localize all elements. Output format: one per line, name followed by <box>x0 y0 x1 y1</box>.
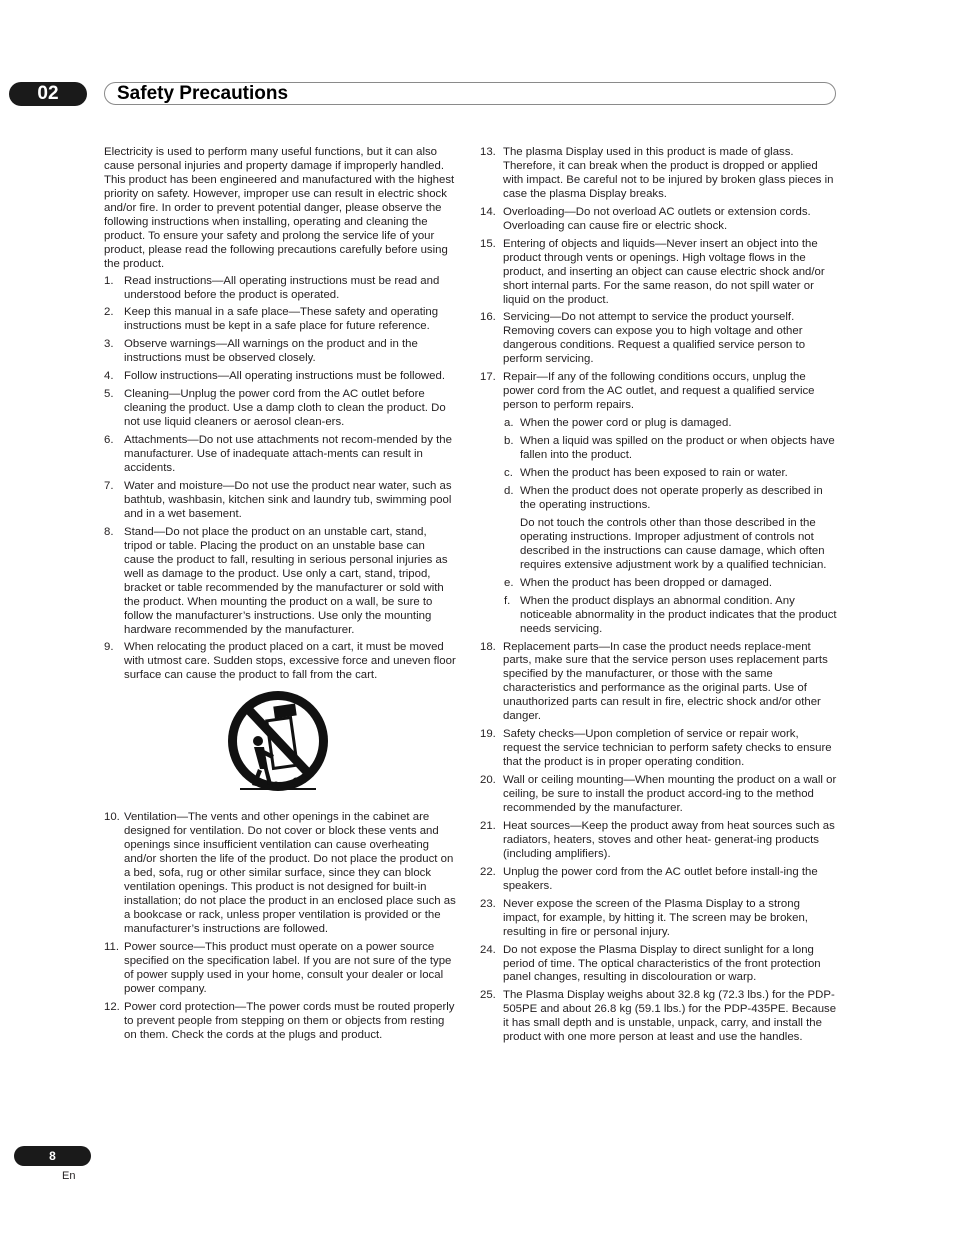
cart-tip-over-warning-icon <box>224 689 336 797</box>
sub-text: When the product does not operate properly as described in the operating instructions. <box>520 484 823 511</box>
item-text: Follow instructions—All operating instructions must be followed. <box>124 370 445 383</box>
item-text: Overloading—Do not overload AC outlets or extension cords. Overloading can cause fire or electric shock. <box>503 205 811 232</box>
item-number: 4. <box>104 370 114 383</box>
item-text: Keep this manual in a safe place—These safety and operating instructions must be kept in a safe place for future reference. <box>124 306 439 333</box>
item-number: 7. <box>104 479 114 492</box>
item-text: Heat sources—Keep the product away from heat sources such as radiators, heaters, stoves and other heat- generat-ing products (including amplifiers). <box>503 819 835 860</box>
item-number: 21. <box>480 819 496 832</box>
item-text: Cleaning—Unplug the power cord from the AC outlet before cleaning the product. Use a damp cloth to clean the product. Do not use liquid cleaners or aerosol clean-ers. <box>124 388 446 429</box>
list-item <box>104 1001 458 1043</box>
page-title: Safety Precautions <box>117 83 289 104</box>
item-number: 24. <box>480 943 496 956</box>
item-text: Safety checks—Upon completion of service or repair work, request the service technician to perform safety checks to ensure that the product is in proper operating condition. <box>503 728 832 769</box>
page-number: 8 <box>14 1146 91 1166</box>
chapter-badge: 02 <box>9 82 87 106</box>
list-item <box>104 526 458 638</box>
item-text: Power source—This product must operate on a power source specified on the specification label. If you are not sure of the type of power supply used in your home, consult your dealer or local power company. <box>124 940 452 995</box>
item-text: Replacement parts—In case the product needs replace-ment parts, make sure that the service person uses replacement parts specified by the manufacturer, or those with the same characteristics and performance as the original parts. Use of unauthorized parts can result in fire, electric shock and/or other danger. <box>503 640 828 723</box>
item-text: Read instructions—All operating instructions must be read and understood before the product is operated. <box>124 274 440 301</box>
item-text: Do not expose the Plasma Display to direct sunlight for a long period of time. The optical characteristics of the front protection panel changes, resulting in discolouration or warp. <box>503 943 821 984</box>
list-item <box>480 371 838 413</box>
item-number: 15. <box>480 237 496 250</box>
list-item <box>480 820 838 862</box>
item-number: 19. <box>480 728 496 741</box>
list-item <box>104 370 458 384</box>
item-text: Observe warnings—All warnings on the product and in the instructions must be observed closely. <box>124 338 418 365</box>
list-item <box>480 774 838 816</box>
sub-item <box>480 467 838 481</box>
list-item <box>480 944 838 986</box>
item-number: 20. <box>480 774 496 787</box>
sub-letter: f. <box>504 594 511 607</box>
list-item <box>104 941 458 997</box>
sub-letter: b. <box>504 435 514 448</box>
left-column <box>104 146 458 1047</box>
sub-text: When the product displays an abnormal condition. Any noticeable abnormality in the product indicates that the product needs servicing. <box>520 594 837 635</box>
item-text: When relocating the product placed on a cart, it must be moved with utmost care. Sudden stops, excessive force and uneven floor surface can cause the product to fall from the cart. <box>124 641 456 682</box>
item-text: Unplug the power cord from the AC outlet before install-ing the speakers. <box>503 865 818 892</box>
item-number: 22. <box>480 865 496 878</box>
list-item <box>480 311 838 367</box>
sub-text: When the product has been dropped or damaged. <box>520 576 773 589</box>
sub-letter: c. <box>504 467 513 480</box>
item-number: 17. <box>480 371 496 384</box>
item-text: Attachments—Do not use attachments not recom-mended by the manufacturer. Use of inadequate attach-ments can result in accidents. <box>124 434 452 475</box>
item-number: 16. <box>480 311 496 324</box>
list-item <box>480 206 838 234</box>
list-item <box>480 728 838 770</box>
list-item <box>104 388 458 430</box>
list-item <box>480 238 838 308</box>
sub-item <box>480 485 838 513</box>
list-item <box>104 306 458 334</box>
sub-letter: e. <box>504 576 514 589</box>
item-number: 10. <box>104 811 120 824</box>
item-text: Power cord protection—The power cords must be routed properly to prevent people from stepping on them or objects from resting on them. Check the cords at the plugs and product. <box>124 1000 455 1041</box>
item-text: The Plasma Display weighs about 32.8 kg (72.3 lbs.) for the PDP-505PE and about 26.8 kg (59.1 lbs.) for the PDP-435PE. Because it has small depth and is unstable, unpack, carry, and install the product with one more person at least and use the handles. <box>503 989 837 1044</box>
item-number: 5. <box>104 388 114 401</box>
item-number: 2. <box>104 306 114 319</box>
item-number: 18. <box>480 640 496 653</box>
list-item <box>104 480 458 522</box>
right-column <box>480 146 838 1049</box>
item-text: Stand—Do not place the product on an unstable cart, stand, tripod or table. Placing the product on an unstable base can cause the product to fall, resulting in serious personal injuries as well as damage to the product. Use only a cart, stand, tripod, bracket or table recommended by the manufacturer or sold with the product. When mounting the product on a wall, be sure to follow the manufacturer’s instructions. Use only the mounting hardware recommended by the manufacturer. <box>124 525 448 636</box>
sub-item <box>480 595 838 637</box>
item-number: 14. <box>480 205 496 218</box>
sub-item <box>480 435 838 463</box>
sub-text: When the product has been exposed to rain or water. <box>520 467 788 480</box>
item-text: Servicing—Do not attempt to service the product yourself. Removing covers can expose you to high voltage and other dangerous conditions. Request a qualified service person to perform servicing. <box>503 311 806 366</box>
sub-letter: d. <box>504 484 514 497</box>
item-number: 11. <box>104 940 119 953</box>
list-item <box>104 275 458 303</box>
item-text: Never expose the screen of the Plasma Display to a strong impact, for example, by hitting it. The screen may be broken, resulting in fire or personal injury. <box>503 897 808 938</box>
list-item <box>480 866 838 894</box>
list-item <box>480 898 838 940</box>
list-item <box>104 434 458 476</box>
list-item <box>480 146 838 202</box>
cart-warning-figure <box>104 689 458 801</box>
item-number: 8. <box>104 525 114 538</box>
item-text: Water and moisture—Do not use the product near water, such as bathtub, washbasin, kitchen sink and laundry tub, swimming pool and in a wet basement. <box>124 479 452 520</box>
sub-item <box>480 577 838 591</box>
language-code: En <box>62 1170 76 1182</box>
item-text: Repair—If any of the following conditions occurs, unplug the power cord from the AC outlet, and request a qualified service person to perform repairs. <box>503 371 815 412</box>
sub-note: Do not touch the controls other than those described in the operating instructions. Improper adjustment of controls not described in the instructions can cause damage, which often requires extensive adjustment work by a qualified technician. <box>520 516 827 571</box>
sub-item <box>480 417 838 431</box>
item-number: 9. <box>104 641 114 654</box>
sub-letter: a. <box>504 417 514 430</box>
item-text: Entering of objects and liquids—Never insert an object into the product through vents or openings. High voltage flows in the product, and inserting an object can cause electric shock and/or short internal parts. For the same reason, do not spill water or liquid on the product. <box>503 237 825 306</box>
list-item <box>104 641 458 683</box>
intro-paragraph: Electricity is used to perform many useful functions, but it can also cause personal injuries and property damage if improperly handled. This product has been engineered and manufactured with the highest priority on safety. However, improper use can result in electric shock and/or fire. In order to prevent potential danger, please observe the following instructions when installing, operating and cleaning the product. To ensure your safety and prolong the service life of your product, please read the following precautions carefully before using the product. <box>104 146 455 270</box>
sub-text: When the power cord or plug is damaged. <box>520 417 732 430</box>
list-item <box>104 811 458 937</box>
item-number: 13. <box>480 146 496 158</box>
item-number: 23. <box>480 897 496 910</box>
item-number: 25. <box>480 989 496 1002</box>
item-text: The plasma Display used in this product is made of glass. Therefore, it can break when the product is dropped or applied with impact. Be careful not to be injured by broken glass pieces in case the plasma Display breaks. <box>503 146 834 200</box>
list-item <box>104 338 458 366</box>
item-text: Wall or ceiling mounting—When mounting the product on a wall or ceiling, be sure to install the product accord-ing to the method recommended by the manufacturer. <box>503 774 837 814</box>
item-number: 6. <box>104 434 114 447</box>
item-number: 1. <box>104 274 114 287</box>
item-number: 12. <box>104 1000 120 1013</box>
item-number: 3. <box>104 338 114 351</box>
item-text: Ventilation—The vents and other openings in the cabinet are designed for ventilation. Do not cover or block these vents and openings since insufficient ventilation can cause overheating and/or shorten the life of the product. Do not place the product on a bed, sofa, rug or other similar surface, since they can block ventilation openings. This product is not designed for built-in installation; do not place the product in an enclosed place such as a bookcase or rack, unless proper ventilation is provided or the manufacturer’s instructions are followed. <box>124 811 456 935</box>
list-item <box>480 641 838 725</box>
sub-text: When a liquid was spilled on the product or when objects have fallen into the product. <box>520 435 835 462</box>
list-item <box>480 989 838 1045</box>
